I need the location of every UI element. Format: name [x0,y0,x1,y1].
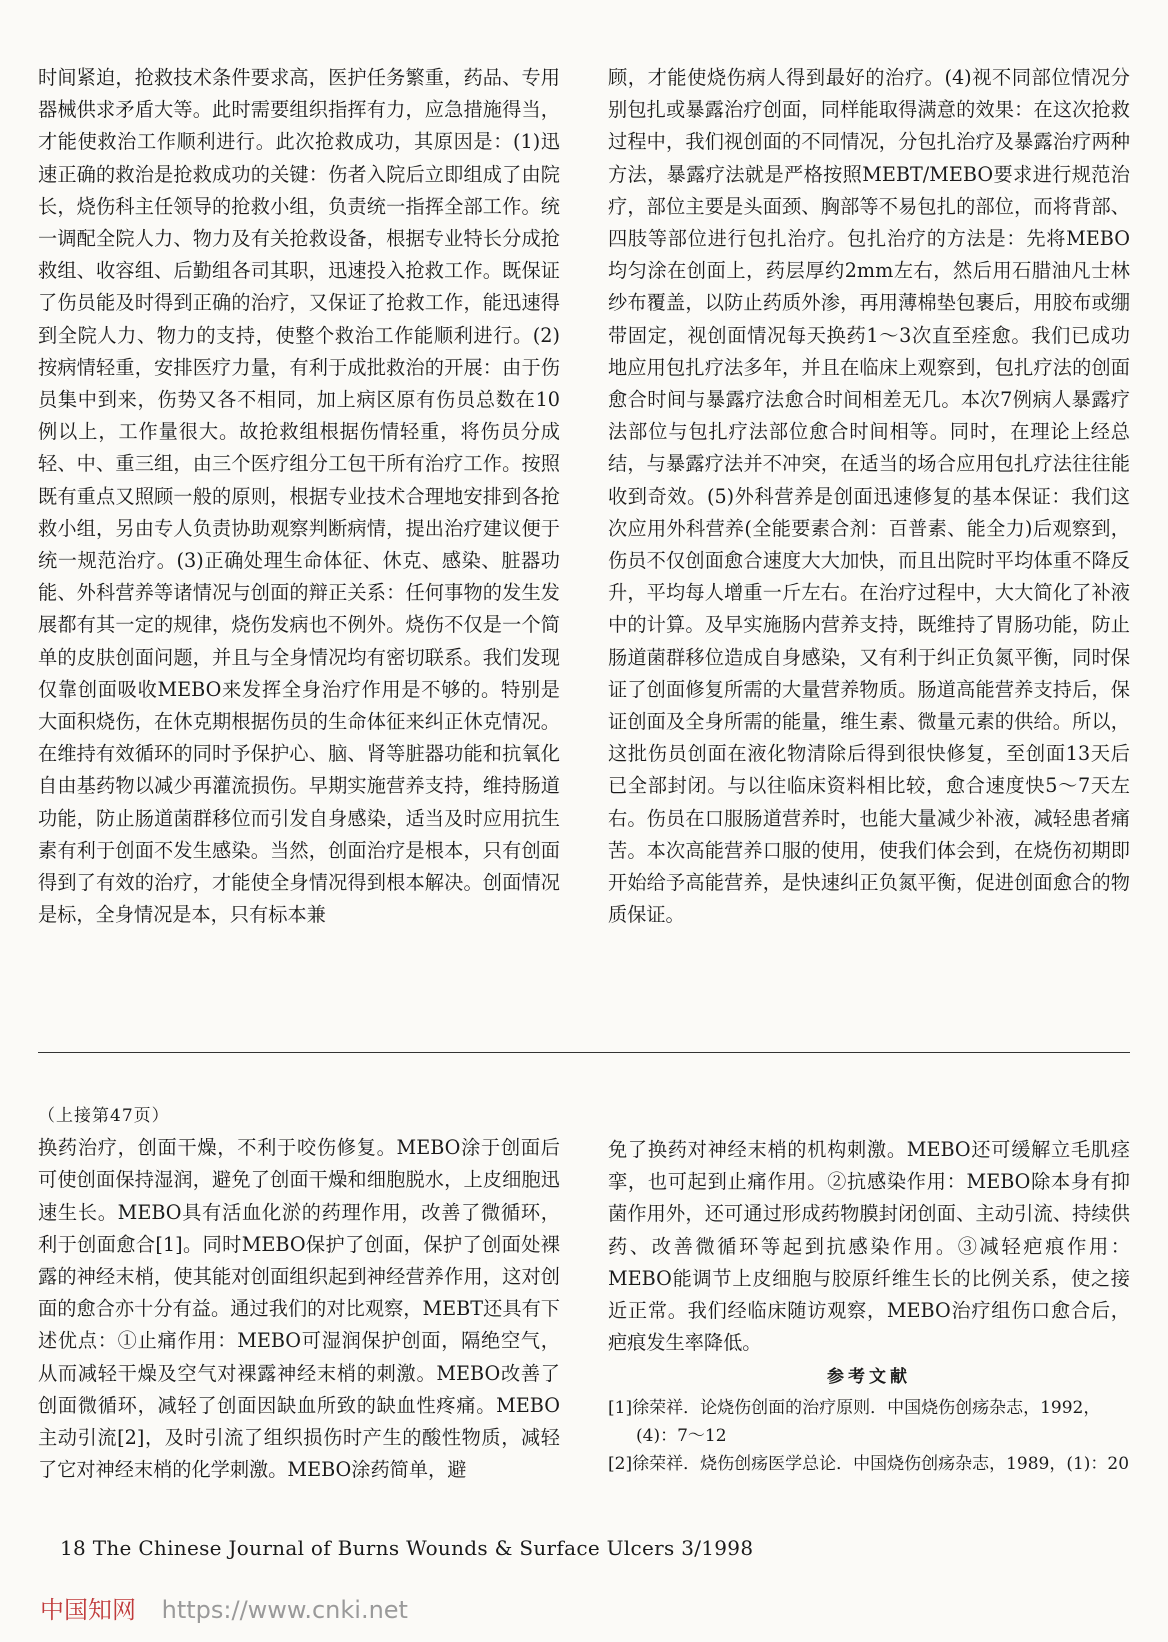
top-right-column [608,62,1130,931]
section-divider [38,1052,1130,1053]
page-footer: 18 The Chinese Journal of Burns Wounds & Surface Ulcers 3/1998 [60,1536,754,1560]
watermark-url: https://www.cnki.net [161,1596,408,1624]
references-heading: 参考文献 [827,1367,911,1388]
body-paragraph: 时间紧迫，抢救技术条件要求高，医护任务繁重，药品、专用器械供求矛盾大等。此时需要组织指挥有力，应急措施得当，才能使救治工作顺利进行。此次抢救成功，其原因是：(1)迅速正确的救治是抢救成功的关键：伤者入院后立即组成了由院长，烧伤科主任领导的抢救小组，负责统一指挥全部工作。统一调配全院人力、物力及有关抢救设备，根据专业特长分成抢救组、收容组、后勤组各司其职，迅速投入抢救工作。既保证了伤员能及时得到正确的治疗，又保证了抢救工作，能迅速得到全院人力、物力的支持，使整个救治工作能顺利进行。(2)按病情轻重，安排医疗力量，有利于成批救治的开展：由于伤员集中到来，伤势又各不相同，加上病区原有伤员总数在10例以上，工作量很大。故抢救组根据伤情轻重，将伤员分成轻、中、重三组，由三个医疗组分工包干所有治疗工作。按照既有重点又照顾一般的原则，根据专业技术合理地安排到各抢救小组，另由专人负责协助观察判断病情，提出治疗建议便于统一规范治疗。(3)正确处理生命体征、休克、感染、脏器功能、外科营养等诸情况与创面的辩正关系：任何事物的发生发展都有其一定的规律，烧伤发病也不例外。烧伤不仅是一个简单的皮肤创面问题，并且与全身情况均有密切联系。我们发现仅靠创面吸收MEBO来发挥全身治疗作用是不够的。特别是大面积烧伤，在休克期根据伤员的生命体征来纠正休克情况。在维持有效循环的同时予保护心、脑、肾等脏器功能和抗氧化自由基药物以减少再灌流损伤。早期实施营养支持，维持肠道功能，防止肠道菌群移位而引发自身感染，适当及时应用抗生素有利于创面不发生感染。当然，创面治疗是根本，只有创面得到了有效的治疗，才能使全身情况得到根本解决。创面情况是标，全身情况是本，只有标本兼 [38,66,560,927]
cnki-watermark [40,1590,408,1625]
body-paragraph: 顾，才能使烧伤病人得到最好的治疗。(4)视不同部位情况分别包扎或暴露治疗创面，同样能取得满意的效果：在这次抢救过程中，我们视创面的不同情况，分包扎治疗及暴露治疗两种方法，暴露疗法就是严格按照MEBT/MEBO要求进行规范治疗，部位主要是头面颈、胸部等不易包扎的部位，而将背部、四肢等部位进行包扎治疗。包扎治疗的方法是：先将MEBO均匀涂在创面上，药层厚约2mm左右，然后用石腊油凡士林纱布覆盖，以防止药质外渗，再用薄棉垫包裹后，用胶布或绷带固定，视创面情况每天换药1～3次直至痊愈。我们已成功地应用包扎疗法多年，并且在临床上观察到，包扎疗法的创面愈合时间与暴露疗法愈合时间相差无几。本次7例病人暴露疗法部位与包扎疗法部位愈合时间相等。同时，在理论上经总结，与暴露疗法并不冲突，在适当的场合应用包扎疗法往往能收到奇效。(5)外科营养是创面迅速修复的基本保证：我们这次应用外科营养(全能要素合剂：百普素、能全力)后观察到，伤员不仅创面愈合速度大大加快，而且出院时平均体重不降反升，平均每人增重一斤左右。在治疗过程中，大大简化了补液中的计算。及早实施肠内营养支持，既维持了胃肠功能，防止肠道菌群移位造成自身感染，又有利于纠正负氮平衡，同时保证了创面修复所需的大量营养物质。肠道高能营养支持后，保证创面及全身所需的能量，维生素、微量元素的供给。所以，这批伤员创面在液化物清除后得到很快修复，至创面13天后已全部封闭。与以往临床资料相比较，愈合速度快5～7天左右。伤员在口服肠道营养时，也能大量减少补液，减轻患者痛苦。本次高能营养口服的使用，使我们体会到，在烧伤初期即开始给予高能营养，是快速纠正负氮平衡，促进创面愈合的物质保证。 [608,66,1130,927]
watermark-brand: 中国知网 [40,1596,136,1624]
body-paragraph: 换药治疗，创面干燥，不利于咬伤修复。MEBO涂于创面后可使创面保持湿润，避免了创面干燥和细胞脱水，上皮细胞迅速生长。MEBO具有活血化淤的药理作用，改善了微循环，利于创面愈合[1]。同时MEBO保护了创面，保护了创面处裸露的神经末梢，使其能对创面组织起到神经营养作用，这对创面的愈合亦十分有益。通过我们的对比观察，MEBT还具有下述优点：①止痛作用：MEBO可湿润保护创面，隔绝空气，从而减轻干燥及空气对裸露神经末梢的刺激。MEBO改善了创面微循环，减轻了创面因缺血所致的缺血性疼痛。MEBO主动引流[2]，及时引流了组织损伤时产生的酸性物质，减轻了它对神经末梢的化学刺激。MEBO涂药简单，避 [38,1136,560,1482]
reference-item: [2]徐荣祥．烧伤创疡医学总论．中国烧伤创疡杂志，1989，(1)：20 [608,1453,1130,1474]
bottom-left-column [38,1100,560,1486]
continued-from-note: （上接第47页） [38,1106,170,1126]
body-paragraph: 免了换药对神经末梢的机构刺激。MEBO还可缓解立毛肌痉挛，也可起到止痛作用。②抗感染作用：MEBO除本身有抑菌作用外，还可通过形成药物膜封闭创面、主动引流、持续供药、改善微循环等起到抗感染作用。③减轻疤痕作用：MEBO能调节上皮细胞与胶原纤维生长的比例关系，使之接近正常。我们经临床随访观察，MEBO治疗组伤口愈合后，疤痕发生率降低。 [608,1138,1130,1355]
bottom-right-column [608,1134,1130,1478]
reference-item: [1]徐荣祥．论烧伤创面的治疗原则．中国烧伤创疡杂志，1992，(4)：7～12 [608,1397,1101,1446]
top-left-column [38,62,560,931]
